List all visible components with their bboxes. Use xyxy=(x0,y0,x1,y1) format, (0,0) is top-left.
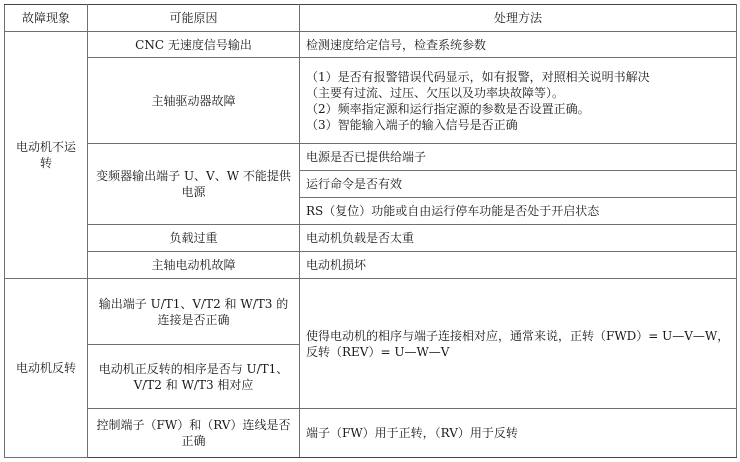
table-row xyxy=(5,225,737,252)
method-cell: 电源是否已提供给端子 xyxy=(300,144,737,171)
cause-cell: 电动机正反转的相序是否与 U/T1、V/T2 和 W/T3 相对应 xyxy=(88,345,300,409)
method-cell: 电动机损坏 xyxy=(300,252,737,279)
header-method: 处理方法 xyxy=(300,5,737,32)
method-line: （1）是否有报警错误代码显示，如有报警，对照相关说明书解决 xyxy=(306,69,650,84)
cause-cell: CNC 无速度信号输出 xyxy=(88,32,300,58)
cause-cell: 变频器输出端子 U、V、W 不能提供电源 xyxy=(88,144,300,225)
cause-cell: 主轴电动机故障 xyxy=(88,252,300,279)
cause-cell: 输出端子 U/T1、V/T2 和 W/T3 的连接是否正确 xyxy=(88,279,300,345)
header-phenomenon: 故障现象 xyxy=(5,5,88,32)
method-line: （3）智能输入端子的输入信号是否正确 xyxy=(306,117,518,132)
cause-cell: 主轴驱动器故障 xyxy=(88,58,300,144)
table-row xyxy=(5,409,737,458)
fault-table xyxy=(4,4,737,458)
method-cell: RS（复位）功能或自由运行停车功能是否处于开启状态 xyxy=(300,198,737,225)
table-row xyxy=(5,32,737,58)
cause-cell: 控制端子（FW）和（RV）连线是否正确 xyxy=(88,409,300,458)
method-cell: 端子（FW）用于正转，（RV）用于反转 xyxy=(300,409,737,458)
method-cell: 运行命令是否有效 xyxy=(300,171,737,198)
method-cell-shared: 使得电动机的相序与端子连接相对应，通常来说，正转（FWD）= U—V—W，反转（REV）= U—W—V xyxy=(300,279,737,409)
method-cell: 检测速度给定信号，检查系统参数 xyxy=(300,32,737,58)
table-row xyxy=(5,279,737,345)
table-row xyxy=(5,58,737,144)
method-line: （主要有过流、过压、欠压以及功率块故障等）。 xyxy=(306,85,565,100)
phenomenon-reverse: 电动机反转 xyxy=(5,279,88,458)
table-header-row xyxy=(5,5,737,32)
phenomenon-no-run: 电动机不运转 xyxy=(5,32,88,279)
method-cell: 电动机负载是否太重 xyxy=(300,225,737,252)
method-line: （2）频率指定源和运行指定源的参数是否设置正确。 xyxy=(306,101,590,116)
table-row xyxy=(5,144,737,171)
table-row xyxy=(5,252,737,279)
header-cause: 可能原因 xyxy=(88,5,300,32)
method-cell xyxy=(300,58,737,144)
cause-cell: 负载过重 xyxy=(88,225,300,252)
